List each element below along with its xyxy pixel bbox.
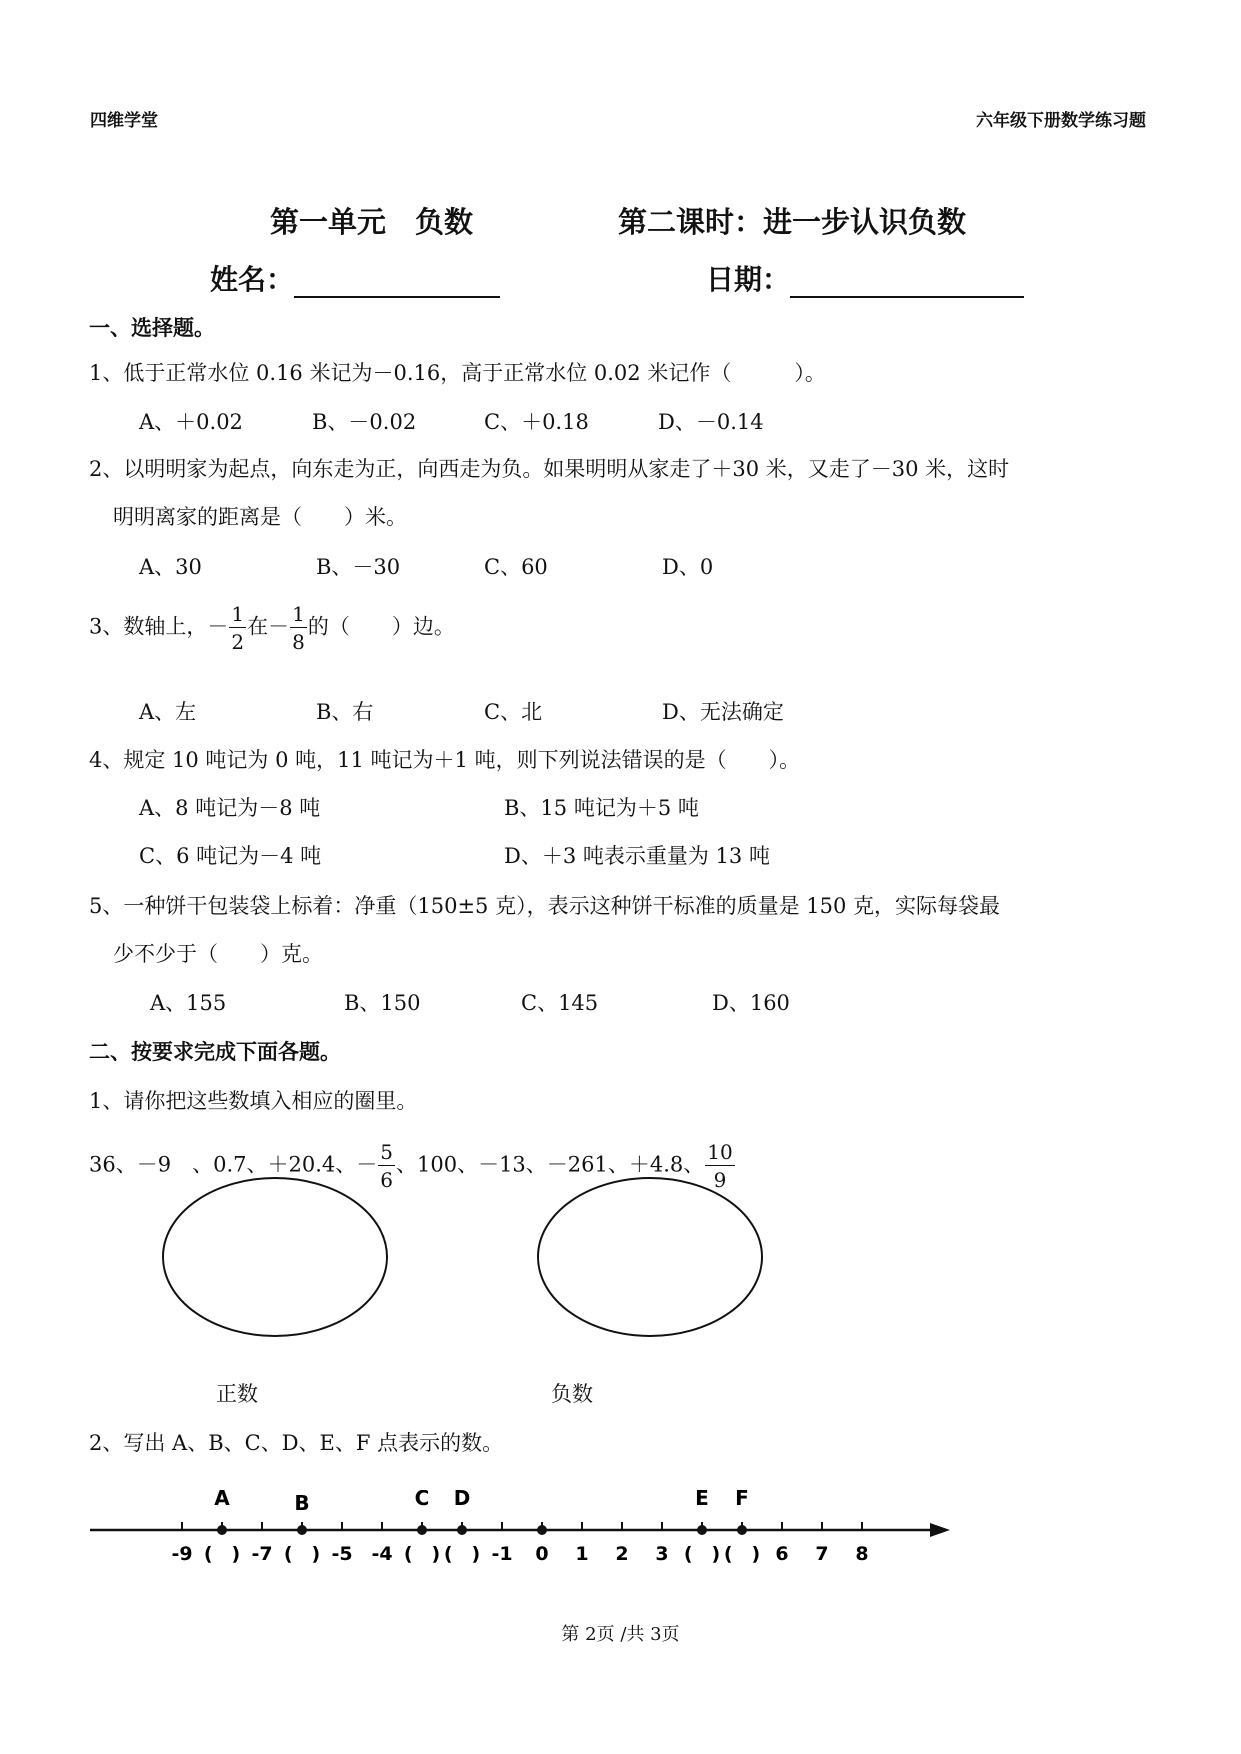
q3-option-c: C、北 xyxy=(484,700,543,724)
answer-blank: ( ) xyxy=(723,1543,761,1565)
q3-text xyxy=(89,604,455,652)
unit-title: 第一单元 负数 xyxy=(270,205,474,239)
q3-frac2-num: 1 xyxy=(292,602,305,626)
q3-fraction-1 xyxy=(229,604,246,652)
tick-label: -9 xyxy=(171,1543,193,1565)
q5-option-d: D、160 xyxy=(712,991,790,1015)
q3-option-b: B、右 xyxy=(316,700,374,724)
frac-b-den: 9 xyxy=(713,1168,727,1192)
date-line xyxy=(706,258,1024,298)
date-label: 日期： xyxy=(706,263,791,296)
q2-text-line2: 明明离家的距离是（ ）米。 xyxy=(113,505,407,529)
point-label: E xyxy=(695,1490,709,1510)
tick-label: 2 xyxy=(615,1543,629,1565)
point-a xyxy=(217,1525,227,1535)
circle-label-positive: 正数 xyxy=(216,1382,258,1406)
point-label: F xyxy=(735,1490,749,1510)
tick-label: 0 xyxy=(535,1543,549,1565)
answer-blank: ( ) xyxy=(683,1543,721,1565)
origin-point xyxy=(537,1525,547,1535)
lesson-title: 第二课时：进一步认识负数 xyxy=(618,205,967,239)
q3-mid: 在－ xyxy=(247,614,290,639)
q4-option-c: C、6 吨记为－4 吨 xyxy=(139,844,322,868)
number-list-prefix: 36、－9 、0.7、＋20.4、－ xyxy=(89,1152,378,1177)
q1-option-c: C、＋0.18 xyxy=(484,410,589,434)
point-f xyxy=(737,1525,747,1535)
tick-label: 8 xyxy=(855,1543,869,1565)
q2-option-d: D、0 xyxy=(662,555,714,579)
tick-label: -1 xyxy=(491,1543,513,1565)
q1-option-b: B、－0.02 xyxy=(312,410,417,434)
point-d xyxy=(457,1525,467,1535)
tick-label: -5 xyxy=(331,1543,353,1565)
name-line xyxy=(210,258,500,298)
frac-a-num: 5 xyxy=(380,1140,393,1164)
frac-b-num: 10 xyxy=(707,1140,733,1164)
point-label: B xyxy=(294,1491,310,1515)
tick-label: -4 xyxy=(371,1543,393,1565)
q4-option-d: D、＋3 吨表示重量为 13 吨 xyxy=(504,844,770,868)
q4-text: 4、规定 10 吨记为 0 吨，11 吨记为＋1 吨，则下列说法错误的是（ ）。 xyxy=(89,748,801,772)
q3-frac1-num: 1 xyxy=(231,602,245,626)
q4-option-a: A、8 吨记为－8 吨 xyxy=(139,796,321,820)
points xyxy=(214,1490,749,1535)
frac-a-den: 6 xyxy=(380,1168,393,1192)
q4-option-b: B、15 吨记为＋5 吨 xyxy=(504,796,699,820)
point-label: A xyxy=(214,1490,230,1510)
s2q2-text: 2、写出 A、B、C、D、E、F 点表示的数。 xyxy=(89,1431,504,1455)
q3-option-a: A、左 xyxy=(139,700,197,724)
q3-option-d: D、无法确定 xyxy=(662,700,784,724)
tick-label: 7 xyxy=(815,1543,829,1565)
answer-circles xyxy=(150,1170,770,1350)
name-label: 姓名： xyxy=(210,263,295,296)
q5-text-line2: 少不少于（ ）克。 xyxy=(113,942,323,966)
tick-label: 3 xyxy=(655,1543,669,1565)
q2-option-b: B、－30 xyxy=(316,555,401,579)
point-e xyxy=(697,1525,707,1535)
answer-blank: ( ) xyxy=(203,1543,241,1565)
q3-suffix: 的（ ）边。 xyxy=(307,614,455,639)
point-c xyxy=(417,1525,427,1535)
q3-frac1-den: 2 xyxy=(231,630,245,654)
q1-option-a: A、＋0.02 xyxy=(139,410,243,434)
point-label: D xyxy=(453,1490,471,1510)
negative-circle[interactable] xyxy=(538,1178,762,1336)
section2-heading: 二、按要求完成下面各题。 xyxy=(89,1040,341,1064)
tick-label: 1 xyxy=(575,1543,589,1565)
q1-option-d: D、－0.14 xyxy=(658,410,764,434)
section1-heading: 一、选择题。 xyxy=(89,316,215,340)
number-list-mid: 、100、－13、－261、＋4.8、 xyxy=(395,1152,705,1177)
q5-option-b: B、150 xyxy=(344,991,421,1015)
circle-label-negative: 负数 xyxy=(551,1382,593,1406)
q5-option-a: A、155 xyxy=(150,991,227,1015)
point-label: C xyxy=(414,1490,430,1510)
tick-labels xyxy=(171,1543,868,1565)
date-field[interactable] xyxy=(790,270,1024,298)
header-left: 四维学堂 xyxy=(90,111,158,131)
arrow-head-icon xyxy=(930,1523,950,1537)
s2q1-text: 1、请你把这些数填入相应的圈里。 xyxy=(89,1089,418,1113)
q5-option-c: C、145 xyxy=(521,991,599,1015)
q5-text-line1: 5、一种饼干包装袋上标着：净重（150±5 克），表示这种饼干标准的质量是 150 克，实际每袋最 xyxy=(89,894,1001,918)
answer-blank: ( ) xyxy=(283,1543,321,1565)
name-field[interactable] xyxy=(294,270,500,298)
tick-label: 6 xyxy=(775,1543,789,1565)
answer-blank: ( ) xyxy=(443,1543,481,1565)
page-footer: 第 2页 /共 3页 xyxy=(561,1624,680,1645)
q3-frac2-den: 8 xyxy=(292,630,305,654)
q3-prefix: 3、数轴上，－ xyxy=(89,614,229,639)
answer-blank: ( ) xyxy=(403,1543,441,1565)
positive-circle[interactable] xyxy=(163,1178,387,1336)
q2-option-a: A、30 xyxy=(139,555,202,579)
q3-fraction-2 xyxy=(290,604,307,652)
q1-text: 1、低于正常水位 0.16 米记为－0.16，高于正常水位 0.02 米记作（ ）。 xyxy=(89,361,826,385)
q2-text-line1: 2、以明明家为起点，向东走为正，向西走为负。如果明明从家走了＋30 米，又走了－30 米，这时 xyxy=(89,457,1010,481)
header-right: 六年级下册数学练习题 xyxy=(976,111,1146,131)
number-line xyxy=(80,1490,960,1570)
tick-label: -7 xyxy=(251,1543,273,1565)
q2-option-c: C、60 xyxy=(484,555,548,579)
point-b xyxy=(297,1525,307,1535)
